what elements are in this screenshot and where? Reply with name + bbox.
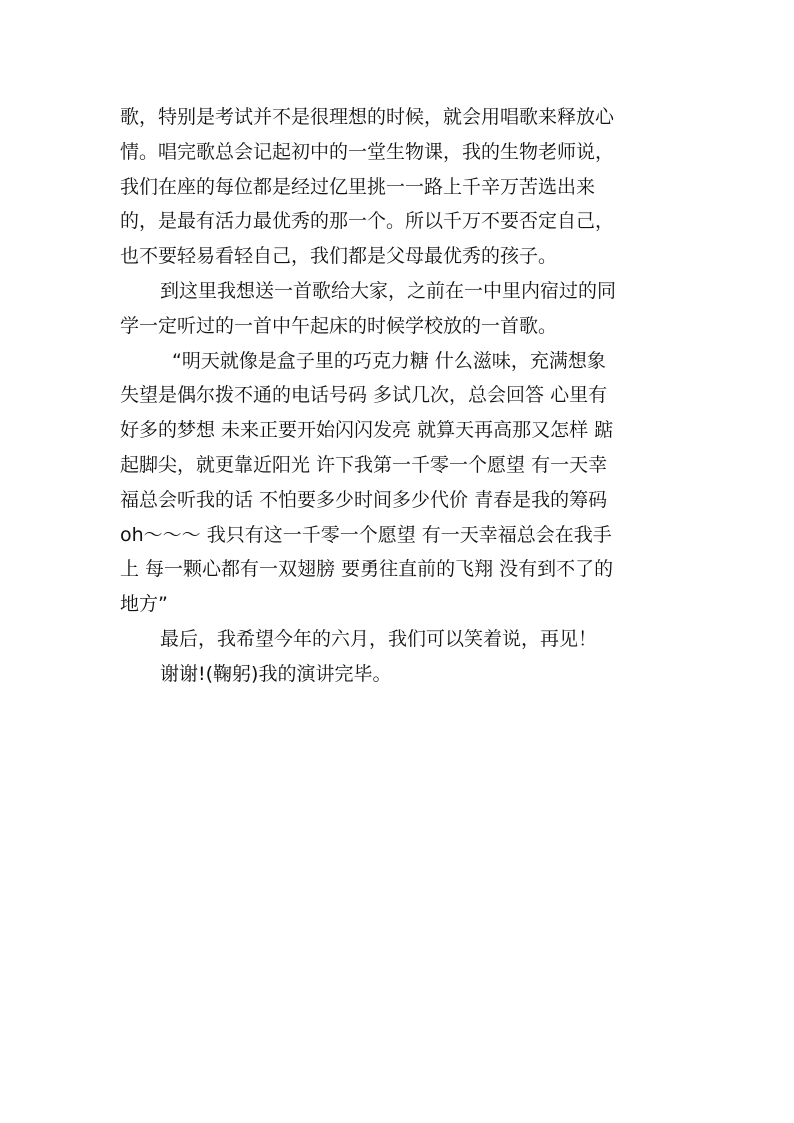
paragraph-closing: 最后，我希望今年的六月，我们可以笑着说，再见！ — [160, 627, 598, 650]
lyrics-line: 福总会听我的话 不怕要多少时间多少代价 青春是我的筹码 — [120, 488, 608, 511]
paragraph-speech-continued — [120, 100, 680, 274]
paragraph-song-intro — [120, 274, 680, 344]
lyrics-line: 起脚尖，就更靠近阳光 许下我第一千零一个愿望 有一天幸 — [120, 453, 608, 476]
lyrics-line: oh～～～ 我只有这一千零一个愿望 有一天幸福总会在我手 — [120, 523, 612, 546]
lyrics-line: 上 每一颗心都有一双翅膀 要勇往直前的飞翔 没有到不了的 — [120, 558, 614, 581]
document-body — [120, 100, 680, 692]
paragraph-line: 我们在座的每位都是经过亿里挑一一路上千辛万苦选出来 — [120, 175, 596, 198]
lyrics-line: 地方” — [120, 593, 168, 616]
paragraph-line: 情。唱完歌总会记起初中的一堂生物课，我的生物老师说， — [120, 140, 615, 163]
paragraph-line: 也不要轻易看轻自己，我们都是父母最优秀的孩子。 — [120, 245, 558, 268]
paragraph-song-lyrics — [120, 344, 680, 622]
paragraph-line: 歌，特别是考试并不是很理想的时候，就会用唱歌来释放心 — [120, 106, 615, 128]
paragraph-thanks: 谢谢!(鞠躬)我的演讲完毕。 — [160, 662, 392, 685]
lyrics-line: 失望是偶尔拨不通的电话号码 多试几次，总会回答 心里有 — [120, 384, 608, 407]
lyrics-line: 好多的梦想 未来正要开始闪闪发亮 就算天再高那又怎样 踮 — [120, 419, 614, 442]
paragraph-line: 到这里我想送一首歌给大家，之前在一中里内宿过的同 — [160, 279, 617, 302]
paragraph-line: 的，是最有活力最优秀的那一个。所以千万不要否定自己， — [120, 210, 615, 233]
paragraph-line: 学一定听过的一首中午起床的时候学校放的一首歌。 — [120, 314, 558, 337]
lyrics-line: “明天就像是盒子里的巧克力糖 什么滋味，充满想象 — [172, 349, 606, 372]
